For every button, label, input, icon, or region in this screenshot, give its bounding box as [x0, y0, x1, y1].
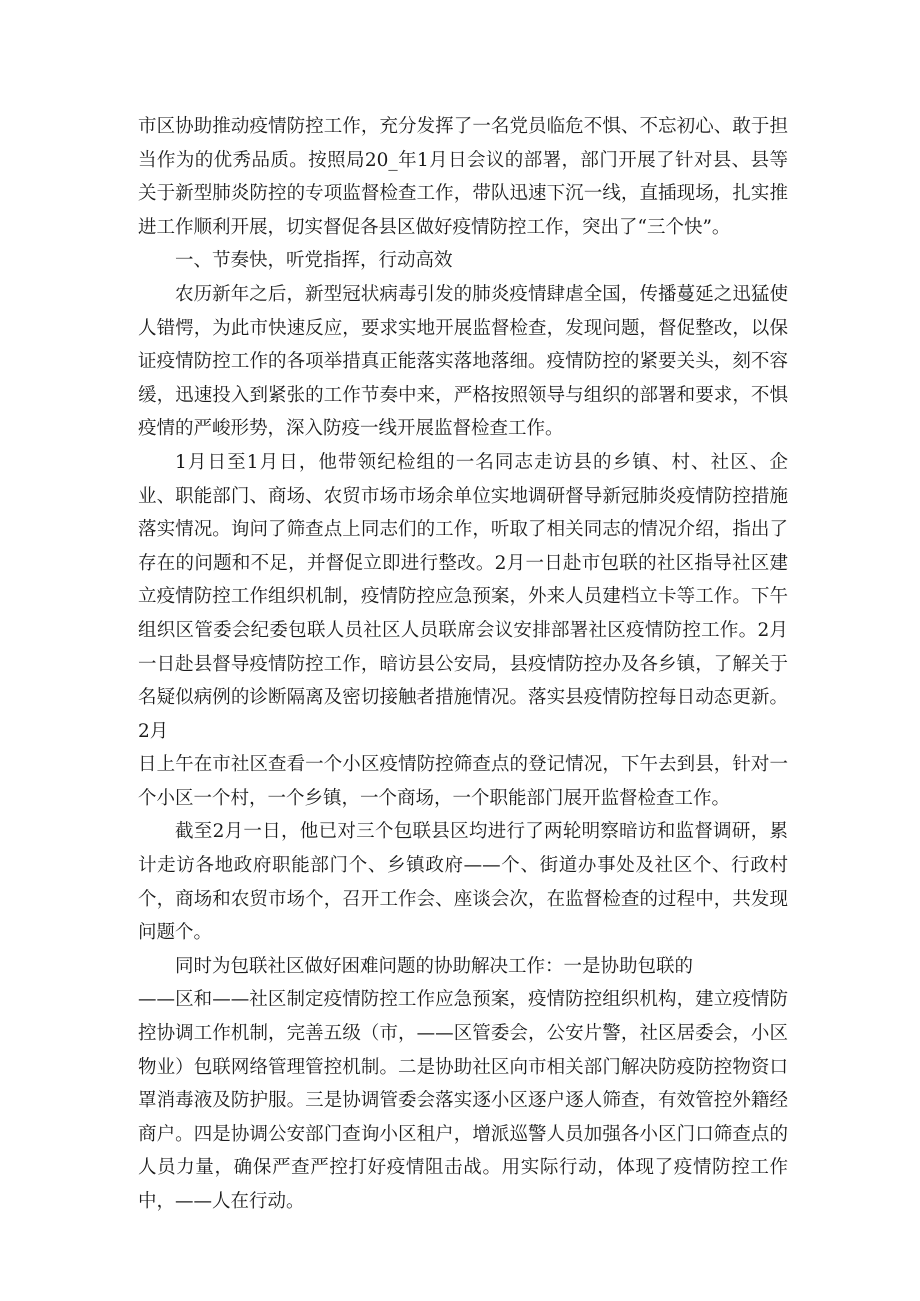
paragraph-assistance-intro: 同时为包联社区做好困难问题的协助解决工作：一是协助包联的 [175, 955, 694, 977]
paragraph-background: 农历新年之后，新型冠状病毒引发的肺炎疫情肆虐全国，传播蔓延之迅猛使人错愕，为此市快速反应，要求实地开展监督检查，发现问题，督促整改，以保证疫情防控工作的各项举措真正能落实落地落细。疫情防控的紧要关头，刻不容缓，迅速投入到紧张的工作节奏中来，严格按照领导与组织的部署和要求，不惧疫情的严峻形势，深入防疫一线开展监督检查工作。 [138, 283, 788, 440]
paragraph-intro: 市区协助推动疫情防控工作，充分发挥了一名党员临危不惧、不忘初心、敢于担当作为的优秀品质。按照局20_年1月日会议的部署，部门开展了针对县、县等关于新型肺炎防控的专项监督检查工作，带队迅速下沉一线，直插现场，扎实推进工作顺利开展，切实督促各县区做好疫情防控工作，突出了“三个快”。 [138, 116, 788, 238]
paragraph-summary-counts: 截至2月一日，他已对三个包联县区均进行了两轮明察暗访和监督调研，累计走访各地政府职能部门个、乡镇政府——个、街道办事处及社区个、行政村个，商场和农贸市场个，召开工作会、座谈会次，在监督检查的过程中，共发现问题个。 [138, 821, 788, 944]
document-body [138, 110, 788, 1219]
paragraph-february-work: 日上午在市社区查看一个小区疫情防控筛查点的登记情况，下午去到县，针对一个小区一个村，一个乡镇，一个商场，一个职能部门展开监督检查工作。 [138, 754, 788, 809]
paragraph-january-work: 1月日至1月日，他带领纪检组的一名同志走访县的乡镇、村、社区、企业、职能部门、商场、农贸市场市场余单位实地调研督导新冠肺炎疫情防控措施落实情况。询问了筛查点上同志们的工作，听取了相关同志的情况介绍，指出了存在的问题和不足，并督促立即进行整改。2月一日赴市包联的社区指导社区建立疫情防控工作组织机制，疫情防控应急预案，外来人员建档立卡等工作。下午组织区管委会纪委包联人员社区人员联席会议安排部署社区疫情防控工作。2月一日赴县督导疫情防控工作，暗访县公安局，县疫情防控办及各乡镇，了解关于名疑似病例的诊断隔离及密切接触者措施情况。落实县疫情防控每日动态更新。2月 [138, 451, 788, 742]
paragraph-assistance-details: ——区和——社区制定疫情防控工作应急预案，疫情防控组织机构，建立疫情防控协调工作机制，完善五级（市，——区管委会，公安片警，社区居委会，小区物业）包联网络管理管控机制。二是协助社区向市相关部门解决防疫防控物资口罩消毒液及防护服。三是协调管委会落实逐小区逐户逐人筛查，有效管控外籍经商户。四是协调公安部门查询小区租户，增派巡警人员加强各小区门口筛查点的人员力量，确保严查严控打好疫情阻击战。用实际行动，体现了疫情防控工作中，——人在行动。 [138, 989, 788, 1212]
section-heading-1: 一、节奏快，听党指挥，行动高效 [175, 250, 453, 272]
